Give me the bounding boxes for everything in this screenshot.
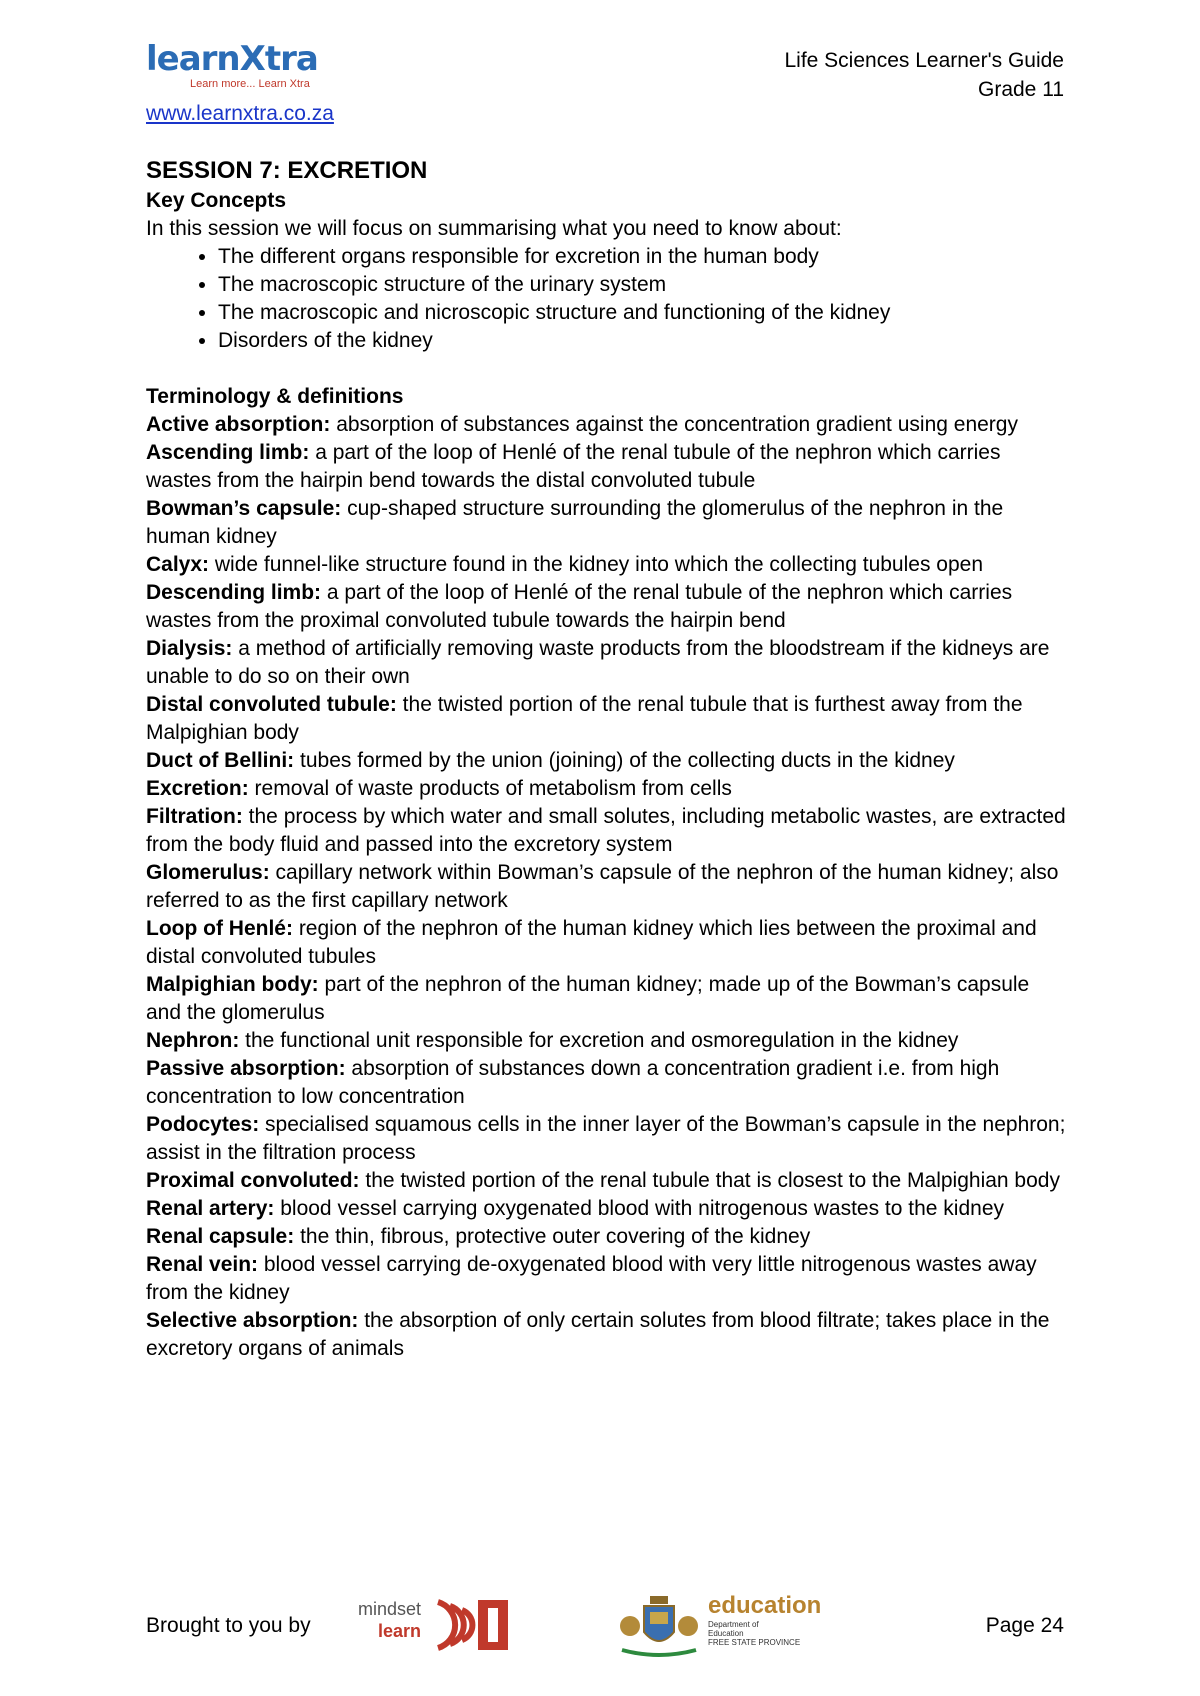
term-definition: blood vessel carrying de-oxygenated blood with very little nitrogenous wastes away from the kidney [146,1253,1037,1304]
term-name: Nephron: [146,1029,240,1052]
province-line: FREE STATE PROVINCE [708,1638,801,1647]
term-name: Podocytes: [146,1113,260,1136]
term-definition: a part of the loop of Henlé of the renal tubule of the nephron which carries wastes from the hairpin bend towards the distal convoluted tubule [146,441,1001,492]
term-name: Malpighian body: [146,973,319,996]
term-name: Glomerulus: [146,861,270,884]
grade-label: Grade 11 [978,78,1064,101]
term-definition: the thin, fibrous, protective outer covering of the kidney [294,1225,811,1248]
term-definition: specialised squamous cells in the inner layer of the Bowman’s capsule in the nephron; assist in the filtration process [146,1113,1066,1164]
term-definition: wide funnel-like structure found in the kidney into which the collecting tubules open [209,553,983,576]
definition-entry [146,915,1066,971]
session-title: SESSION 7: EXCRETION [146,157,428,184]
education-logo [616,1590,846,1660]
definition-entry [146,1055,1066,1111]
main-content [146,155,1066,1363]
mindset-word: mindset [358,1599,422,1619]
definition-entry [146,551,1066,579]
term-definition: capillary network within Bowman’s capsule of the nephron of the human kidney; also referred to as the first capillary network [146,861,1059,912]
brought-to-you-text: Brought to you by [146,1614,311,1637]
term-definition: absorption of substances against the concentration gradient using energy [330,413,1018,436]
education-line: Education [708,1629,744,1638]
term-definition: the functional unit responsible for excretion and osmoregulation in the kidney [239,1029,959,1052]
definition-entry [146,495,1066,551]
concept-item: • Disorders of the kidney [218,327,1066,355]
term-name: Filtration: [146,805,243,828]
definition-entry [146,1111,1066,1167]
definition-entry [146,1307,1066,1363]
concept-item: • The macroscopic structure of the urinary system [218,271,1066,299]
term-definition: cup-shaped structure surrounding the glomerulus of the nephron in the human kidney [146,497,1004,548]
concept-item: • The different organs responsible for excretion in the human body [218,243,1066,271]
key-concepts-heading: Key Concepts [146,189,287,212]
term-name: Descending limb: [146,581,322,604]
logo-wordmark: learnXtra [146,39,318,79]
spacer [146,355,1066,383]
term-definition: the process by which water and small solutes, including metabolic wastes, are extracted from the body fluid and passed into the excretory system [146,805,1066,856]
department-line: Department of [708,1620,759,1629]
term-definition: part of the nephron of the human kidney; made up of the Bowman’s capsule and the glomerulus [146,973,1030,1024]
term-name: Excretion: [146,777,249,800]
term-definition: the absorption of only certain solutes from blood filtrate; takes place in the excretory organs of animals [146,1309,1050,1360]
page-footer [146,1590,1064,1662]
definition-entry [146,1027,1066,1055]
learnxtra-logo [146,39,318,90]
term-name: Renal vein: [146,1253,259,1276]
term-name: Active absorption: [146,413,331,436]
term-name: Selective absorption: [146,1309,359,1332]
concept-item: • The macroscopic and nicroscopic structure and functioning of the kidney [218,299,1066,327]
definition-entry [146,971,1066,1027]
intro-text: In this session we will focus on summarising what you need to know about: [146,217,842,240]
definition-entry [146,859,1066,915]
page-header [146,40,1064,135]
learn-word: learn [378,1621,422,1641]
definition-entry [146,439,1066,495]
terminology-heading: Terminology & definitions [146,385,404,408]
term-definition: tubes formed by the union (joining) of the collecting ducts in the kidney [294,749,955,772]
term-name: Renal artery: [146,1197,275,1220]
definition-entry [146,691,1066,747]
page-number: Page 24 [985,1614,1064,1637]
term-definition: a part of the loop of Henlé of the renal tubule of the nephron which carries wastes from the proximal convoluted tubule towards the hairpin bend [146,581,1013,632]
term-name: Passive absorption: [146,1057,346,1080]
term-definition: removal of waste products of metabolism from cells [248,777,732,800]
coat-of-arms-icon [616,1592,702,1660]
term-name: Loop of Henlé: [146,917,293,940]
mindset-learn-logo [358,1592,518,1656]
logo-tagline: Learn more... Learn Xtra [190,78,310,90]
definition-entry [146,1223,1066,1251]
definition-entry [146,635,1066,691]
education-word: education [708,1592,822,1619]
term-name: Bowman’s capsule: [146,497,342,520]
term-name: Ascending limb: [146,441,310,464]
term-name: Duct of Bellini: [146,749,295,772]
term-name: Calyx: [146,553,210,576]
mindset-mark-icon [434,1596,514,1654]
definition-entry [146,1195,1066,1223]
definition-entry [146,411,1066,439]
term-definition: blood vessel carrying oxygenated blood with nitrogenous wastes to the kidney [274,1197,1004,1220]
term-name: Distal convoluted tubule: [146,693,397,716]
mindset-logo-text [358,1598,421,1642]
term-name: Proximal convoluted: [146,1169,360,1192]
guide-title: Life Sciences Learner's Guide [784,49,1064,72]
definition-entry [146,1251,1066,1307]
term-definition: absorption of substances down a concentration gradient i.e. from high concentration to low concentration [146,1057,1000,1108]
guide-info [784,46,1064,104]
education-text [708,1592,821,1647]
term-name: Renal capsule: [146,1225,295,1248]
definition-entry [146,579,1066,635]
term-name: Dialysis: [146,637,233,660]
term-definition: the twisted portion of the renal tubule that is closest to the Malpighian body [359,1169,1060,1192]
definitions-list [146,411,1066,1363]
definition-entry [146,775,1066,803]
definition-entry [146,747,1066,775]
term-definition: a method of artificially removing waste products from the bloodstream if the kidneys are unable to do so on their own [146,637,1050,688]
definition-entry [146,1167,1066,1195]
website-link[interactable]: www.learnxtra.co.za [146,102,334,125]
key-concepts-list [146,243,1066,355]
term-definition: the twisted portion of the renal tubule that is furthest away from the Malpighian body [146,693,1023,744]
definition-entry [146,803,1066,859]
term-definition: region of the nephron of the human kidney which lies between the proximal and distal convoluted tubules [146,917,1037,968]
